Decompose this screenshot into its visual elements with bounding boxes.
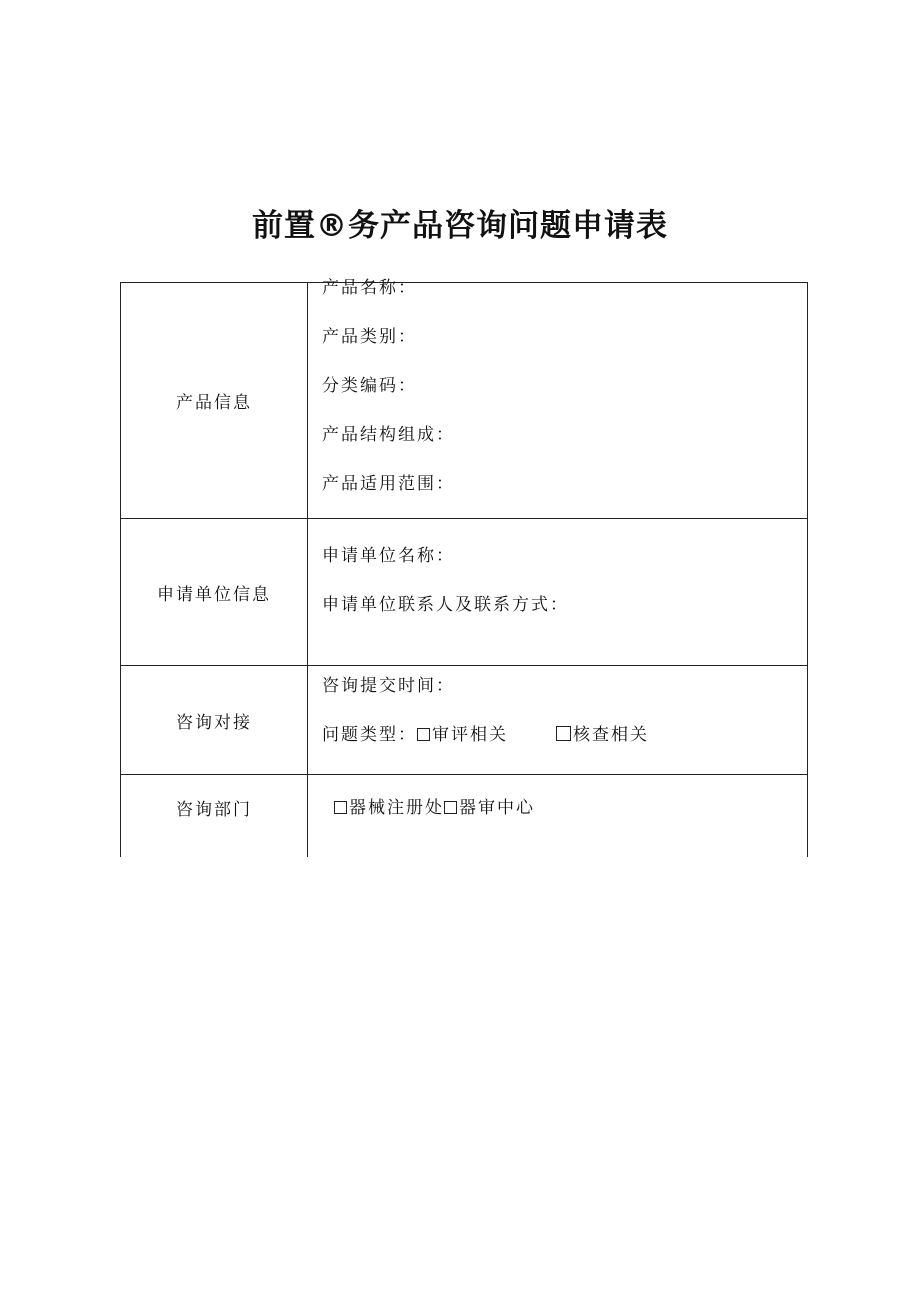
applicant-info-fields (308, 519, 808, 666)
product-info-fields (308, 278, 808, 519)
review-center-option-label: 器审中心 (459, 798, 535, 818)
product-info-label: 产品信息 (121, 283, 308, 519)
submit-time-field[interactable]: 咨询提交时间： (322, 676, 455, 696)
applicant-name-field[interactable]: 申请单位名称： (322, 546, 455, 566)
classification-code-field[interactable]: 分类编码： (322, 376, 417, 396)
review-center-checkbox[interactable] (444, 801, 457, 814)
consultation-label: 咨询对接 (121, 666, 308, 775)
question-type-field (322, 720, 807, 769)
registration-checkbox[interactable] (334, 801, 347, 814)
department-label: 咨询部门 (121, 775, 308, 858)
inspection-option-label: 核查相关 (573, 725, 649, 745)
department-fields (308, 775, 808, 858)
product-scope-field[interactable]: 产品适用范围： (322, 474, 455, 494)
application-form-table (120, 278, 808, 857)
product-category-field[interactable]: 产品类别： (322, 327, 417, 347)
product-info-row (121, 283, 808, 519)
applicant-info-label: 申请单位信息 (121, 519, 308, 666)
consultation-fields (308, 666, 808, 775)
applicant-contact-field[interactable]: 申请单位联系人及联系方式： (322, 595, 569, 615)
question-type-label: 问题类型： (322, 725, 417, 745)
product-structure-field[interactable]: 产品结构组成： (322, 425, 455, 445)
page-title: 前置®务产品咨询问题申请表 (252, 208, 668, 244)
review-checkbox[interactable] (417, 728, 430, 741)
registration-option-label: 器械注册处 (349, 798, 444, 818)
review-option-label: 审评相关 (432, 725, 508, 745)
inspection-checkbox[interactable] (556, 726, 571, 741)
product-name-field[interactable]: 产品名称： (322, 278, 417, 298)
applicant-info-row (121, 519, 808, 666)
department-row (121, 775, 808, 858)
consultation-row (121, 666, 808, 775)
